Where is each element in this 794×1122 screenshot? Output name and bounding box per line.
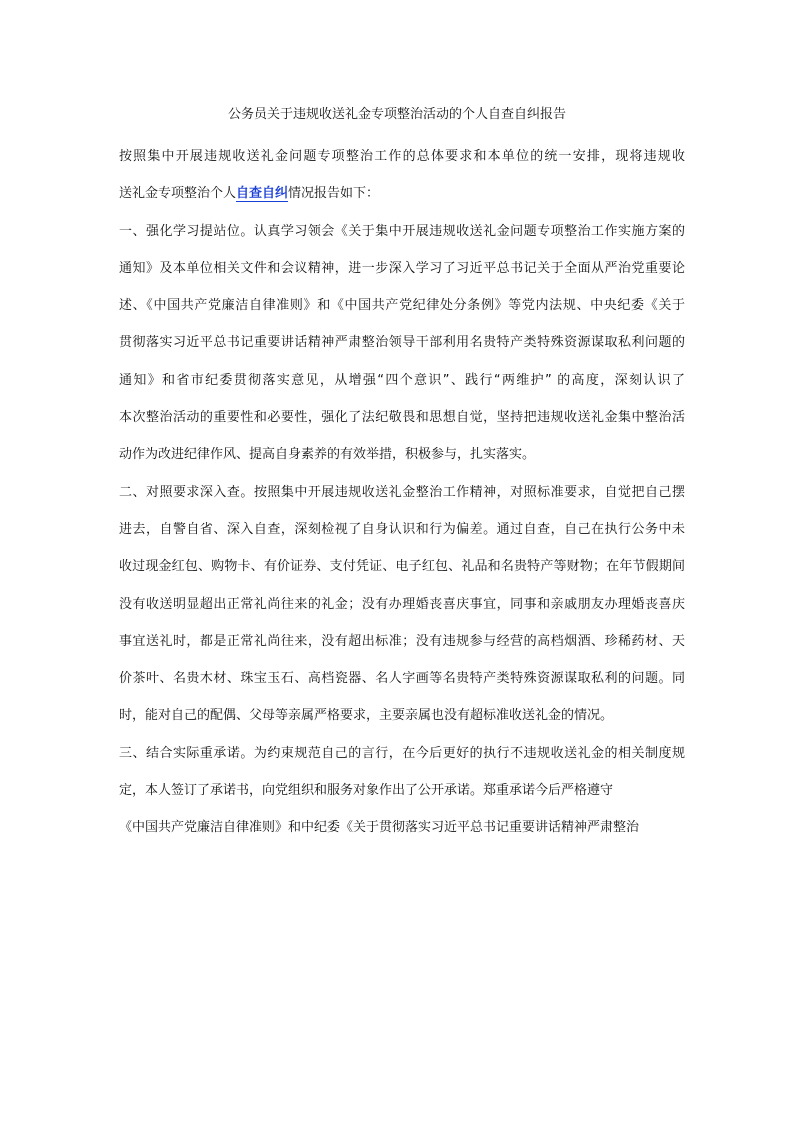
text-line: 本次整治活动的重要性和必要性，强化了法纪敬畏和思想自觉，坚持把违规收送礼金集中整治活 xyxy=(119,410,685,426)
text-line: 按照集中开展违规收送礼金问题专项整治工作的总体要求和本单位的统一安排，现将违规收 xyxy=(119,149,685,164)
self-check-link[interactable]: 自查自纠 xyxy=(236,186,289,202)
line-text-after: 情况报告如下： xyxy=(288,186,380,202)
text-line: 事宜送礼时，都是正常礼尚往来，没有超出标准；没有违规参与经营的高档烟酒、珍稀药材、天 xyxy=(119,633,685,649)
text-line: 定，本人签订了承诺书，向党组织和服务对象作出了公开承诺。郑重承诺今后严格遵守 xyxy=(119,783,614,799)
line-text-before: 送礼金专项整治个人 xyxy=(119,186,237,202)
text-line: 通知》和省市纪委贯彻落实意见，从增强“四个意识”、践行“两维护” 的高度，深刻认识了 xyxy=(119,372,685,388)
text-line: 动作为改进纪律作风、提高自身素养的有效举措，积极参与，扎实落实。 xyxy=(119,447,536,463)
text-line: 贯彻落实习近平总书记重要讲话精神严肃整治领导干部利用名贵特产类特殊资源谋取私利问题的 xyxy=(119,335,685,351)
text-line xyxy=(119,180,685,217)
text-line: 通知》及本单位相关文件和会议精神，进一步深入学习了习近平总书记关于全面从严治党重要论 xyxy=(119,260,685,276)
text-line: 价茶叶、名贵木材、珠宝玉石、高档瓷器、名人字画等名贵特产类特殊资源谋取私利的问题。同 xyxy=(119,671,685,687)
document-title: 公务员关于违规收送礼金专项整治活动的个人自查自纠报告 xyxy=(227,107,566,122)
text-line: 时，能对自己的配偶、父母等亲属严格要求，主要亲属也没有超标准收送礼金的情况。 xyxy=(119,708,614,724)
text-line: 二、对照要求深入查。按照集中开展违规收送礼金整治工作精神，对照标准要求，自觉把自己摆 xyxy=(119,484,685,500)
text-line: 《中国共产党廉洁自律准则》和中纪委《关于贯彻落实习近平总书记重要讲话精神严肃整治 xyxy=(119,820,640,836)
text-line: 进去，自警自省、深入自查，深刻检视了自身认识和行为偏差。通过自查，自己在执行公务中未 xyxy=(119,521,685,537)
text-line: 一、强化学习提站位。认真学习领会《关于集中开展违规收送礼金问题专项整治工作实施方案的 xyxy=(119,223,685,239)
text-line: 没有收送明显超出正常礼尚往来的礼金；没有办理婚丧喜庆事宜，同事和亲戚朋友办理婚丧喜庆 xyxy=(119,596,685,612)
document-body xyxy=(119,143,685,852)
text-line: 收过现金红包、购物卡、有价证券、支付凭证、电子红包、礼品和名贵特产等财物；在年节假期间 xyxy=(119,559,685,575)
text-line: 述、《中国共产党廉洁自律准则》和《中国共产党纪律处分条例》等党内法规、中央纪委《关于 xyxy=(119,298,685,314)
text-line: 三、结合实际重承诺。为约束规范自己的言行，在今后更好的执行不违规收送礼金的相关制度规 xyxy=(119,745,685,761)
